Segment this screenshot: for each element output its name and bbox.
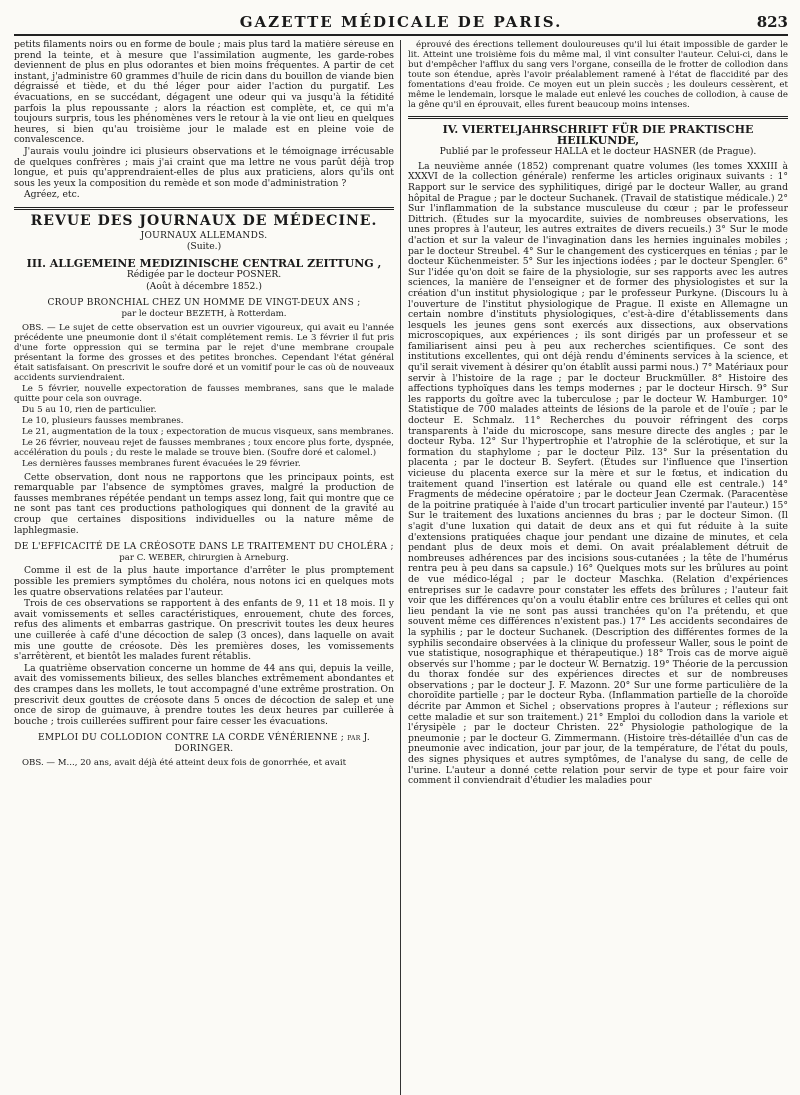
section-title-iv	[408, 125, 788, 146]
obs-paragraph: OBS. — Le sujet de cette observation est un ouvrier vigoureux, qui avait eu l'année précédente une pneumonie dont il s'était complétement remis. Le 3 février il fut pris d'une forte oppression qui se termina par le rejet d'une membrane croupale présentant la forme des grosses et des petites bronches. Cependant l'état général était satisfaisant. On prescrivit le soufre doré et un vomitif pour le cas où de nouveaux accidents surviendraient.	[14, 322, 394, 383]
section-title-iv-line1: IV. VIERTELJAHRSCHRIFT FÜR DIE PRAKTISCHE	[442, 123, 754, 136]
section-editor: Rédigée par le docteur POSNER.	[126, 269, 282, 281]
article-heading-croup	[14, 298, 394, 319]
review-subtitle: JOURNAUX ALLEMANDS.	[140, 230, 268, 241]
journal-title: GAZETTE MÉDICALE DE PARIS.	[239, 13, 563, 31]
obs-paragraph: Le 10, plusieurs fausses membranes.	[22, 415, 184, 426]
section-divider	[408, 116, 788, 119]
obs-paragraph: Le 5 février, nouvelle expectoration de fausses membranes, sans que le malade quitte pour cela son ouvrage.	[14, 383, 394, 404]
intro-paragraph-2: J'aurais voulu joindre ici plusieurs observations et le témoignage irrécusable de quelques confrères ; mais j'ai craint que ma lettre ne vous parût déjà trop longue, et puis qu'apprendraient-elles de plus aux praticiens, alors qu'ils ont sous les yeux la composition du remède et son mode d'administration ?	[14, 145, 394, 189]
article-heading-croup-author: par le docteur BEZETH, à Rotterdam.	[121, 309, 287, 320]
articles-list-paragraph: La neuvième année (1852) comprenant quatre volumes (les tomes XXXIII à XXXVI de la collection générale) renferme les articles originaux suivants : 1° Rapport sur le service des syphilitiques, dirigé par le docteur Waller, au grand hôpital de Prague ; par le docteur Suchanek. (Travail de statistique médicale.) 2° Sur l'inflammation de la substance musculeuse du cœur ; par le professeur Dittrich. (Études sur la myocardite, suivies de nombreuses observations, les unes propres à l'auteur, les autres extraites de divers recueils.) 3° Sur le mode d'action et sur la valeur de l'invagination dans les hernies inguinales mobiles ; par le docteur Streubel. 4° Sur le changement des cysticerques en ténias ; par le docteur Küchenmeister. 5° Sur les injections iodées ; par le docteur Spengler. 6° Sur l'idée qu'on doit se faire de la physiologie, sur ses rapports avec les autres sciences, la manière de l'enseigner et de former des physiologistes et sur la création d'un institut physiologique ; par le professeur Purkyne. (Discours lu à l'ouverture de l'institut physiologique de Prague. Il existe en Allemagne un certain nombre d'instituts physiologiques, c'est-à-dire d'établissements dans lesquels les jeunes gens sont exercés aux dissections, aux observations microscopiques, aux expériences ; ils sont dirigés par un professeur et se familiarisent ainsi peu à peu aux recherches scientifiques. Ce sont des institutions excellentes, qui ont déjà rendu d'éminents services à la science, et qu'il serait vivement à désirer qu'on établît aussi parmi nous.) 7° Matériaux pour servir à l'histoire de la rage ; par le docteur Bruckmüller. 8° Histoire des affections typhoïques dans les temps modernes ; par le docteur Hirsch. 9° Sur les rapports du goître avec la tuberculose ; par le docteur W. Hamburger. 10° Statistique de 700 malades atteints de lésions de la parole et de l'ouïe ; par le docteur E. Schmalz. 11° Recherches du pouvoir réfringent des corps transparents à l'aide du microscope, sans mesure directe des angles ; par le docteur Ryba. 12° Sur l'hypertrophie et l'atrophie de la sclérotique, et sur la formation du staphylome ; par le docteur Pilz. 13° Sur la présentation du placenta ; par le docteur B. Seyfert. (Études sur l'influence que l'insertion vicieuse du placenta exerce sur la mère et sur le fœtus, et indication du traitement quand l'insertion est latérale ou quand elle est centrale.) 14° Fragments de médecine opératoire ; par le docteur Jean Czermak. (Paracentèse de la poitrine pratiquée à l'aide d'un trocart particulier inventé par l'auteur.) 15° Sur le traitement des luxations anciennes du bras ; par le docteur Simon. (Il s'agit d'une luxation qui datait de deux ans et qui fut réduite à la suite d'extensions pratiquées chaque jour pendant une dizaine de minutes, et cela pendant plus de deux mois et demi. On avait préalablement détruit de nombreuses adhérences par des incisions sous-cutanées ; la tête de l'humérus rentra peu à peu dans sa capsule.) 16° Quelques mots sur les brûlures au point de vue médico-légal ; par le docteur Maschka. (Relation d'expériences entreprises sur le cadavre pour constater les effets des brûlures ; l'auteur fait voir que les différences qu'on a voulu établir entre ces brûlures et celles qui ont lieu pendant la vie ne sont pas aussi tranchées qu'on l'a prétendu, et que souvent même ces différences n'existent pas.) 17° Les accidents secondaires de la syphilis ; par le docteur Suchanek. (Description des différentes formes de la syphilis secondaire observées à la clinique du professeur Waller, sous le point de vue statistique, nosographique et thérapeutique.) 18° Trois cas de morve aiguë observés sur l'homme ; par le docteur W. Bernatzig. 19° Théorie de la percussion du thorax fondée sur des expériences directes et sur de nombreuses observations ; par le docteur J. F. Mazonn. 20° Sur une forme particulière de la choroïdite partielle ; par le docteur Ryba. (Inflammation partielle de la choroïde décrite par Ammon et Sichel ; observations propres à l'auteur ; réflexions sur cette maladie et sur son traitement.) 21° Emploi du collodion dans la variole et l'érysipèle ; par le docteur Christen. 22° Physiologie pathologique de la pneumonie ; par le docteur G. Zimmermann. (Histoire très-détaillée d'un cas de pneumonie avec indication, jour par jour, de la température, de l'état du pouls, des signes physiques et autres symptômes, de l'analyse du sang, de celle de l'urine. L'auteur a donné cette relation pour servir de type et pour faire voir comment il conviendrait d'étudier les maladies pour	[407, 160, 788, 787]
article-heading-collodion-title: EMPLOI DU COLLODION CONTRE LA CORDE VÉNÉRIENNE ; par J. DORINGER.	[37, 733, 371, 754]
page-number: 823	[756, 13, 788, 31]
creosote-paragraph: Comme il est de la plus haute importance d'arrêter le plus promptement possible les premiers symptômes du choléra, nous notons ici en quelques mots les quatre observations relatées par l'auteur.	[14, 565, 394, 598]
obs-paragraph: Le 26 février, nouveau rejet de fausses membranes ; toux encore plus forte, dyspnée, accélération du pouls ; du reste le malade se trouve bien. (Soufre doré et calomel.)	[14, 437, 394, 458]
continuation-paragraph: éprouvé des érections tellement douloureuses qu'il lui était impossible de garder le lit. Atteint une troisième fois du même mal, il vint consulter l'auteur. Celui-ci, dans le but d'empêcher l'afflux du sang vers l'organe, conseilla de le frotter de collodion dans toute son étendue, après l'avoir préalablement ramené à l'état de flaccidité par des fomentations d'eau froide. Ce moyen eut un plein succès ; les douleurs cessèrent, et même le lendemain, lorsque le malade eut enlevé les couches de collodion, à cause de la gêne qu'il en éprouvait, elles furent beaucoup moins intenses.	[407, 40, 788, 110]
right-column	[401, 40, 788, 1095]
article-heading-collodion	[14, 733, 394, 754]
obs-paragraph: Du 5 au 10, rien de particulier.	[22, 404, 157, 415]
obs-paragraph: OBS. — M..., 20 ans, avait déjà été atteint deux fois de gonorrhée, et avait	[22, 757, 347, 768]
obs-paragraph: Le 21, augmentation de la toux ; expectoration de mucus visqueux, sans membranes.	[22, 426, 394, 437]
observation-croup	[14, 323, 394, 469]
section-title-iv-line2: HEILKUNDE,	[556, 133, 640, 147]
article-heading-croup-title: CROUP BRONCHIAL CHEZ UN HOMME DE VINGT-DEUX ANS ;	[47, 298, 361, 309]
section-editors: Publié par le professeur HALLA et le docteur HASNER (de Prague).	[439, 146, 757, 158]
closing-line: Agréez, etc.	[24, 189, 80, 201]
review-title: REVUE DES JOURNAUX DE MÉDECINE.	[30, 212, 378, 229]
article-comment-croup: Cette observation, dont nous ne rapportons que les principaux points, est remarquable par l'absence de symptômes graves, malgré la production de fausses membranes répétée pendant un temps assez long, fait qui montre que ce ne sont pas tant ces productions pathologiques qui donnent de la gravité au croup que certaines dispositions individuelles ou la nature même de laphlegmasie.	[14, 471, 394, 536]
creosote-paragraph: Trois de ces observations se rapportent à des enfants de 9, 11 et 18 mois. Il y avait vomissements et selles caractéristiques, enrouement, chute des forces, refus des aliments et embarras gastrique. On prescrivit toutes les deux heures une cuillerée à café d'une décoction de salep (3 onces), dans laquelle on avait mis une goutte de créosote. Dès les premières doses, les vomissements s'arrêtèrent, et bientôt les malades furent rétablis.	[14, 598, 394, 663]
section-divider	[14, 207, 394, 210]
article-heading-creosote-title: DE L'EFFICACITÉ DE LA CRÉOSOTE DANS LE TRAITEMENT DU CHOLÉRA ;	[14, 542, 394, 553]
observation-collodion-continued	[408, 40, 788, 110]
observation-collodion	[14, 758, 394, 768]
creosote-paragraph: La quatrième observation concerne un homme de 44 ans qui, depuis la veille, avait des vomissements bilieux, des selles blanches extrêmement abondantes et des crampes dans les mollets, le tout accompagné d'une extrême prostration. On prescrivit deux gouttes de créosote dans 5 onces de décoction de salep et une once de sirop de guimauve, à prendre toutes les deux heures par cuillerée à bouche ; trois cuillerées suffirent pour faire cesser les évacuations.	[14, 662, 394, 727]
columns	[14, 40, 788, 1095]
intro-paragraph-1: petits filaments noirs ou en forme de boule ; mais plus tard la matière séreuse en prend la teinte, et à mesure que l'assimilation augmente, les garde-robes deviennent de plus en plus odorantes et bien moins fréquentes. A partir de cet instant, j'administre 60 grammes d'huile de ricin dans du bouillon de viande bien dégraissé et tiède, et du thé léger pour aider l'action du purgatif. Les évacuations, en se succédant, dégagent une odeur qui va jusqu'à la fétidité parfois la plus repoussante ; alors la réaction est complète, et, ce qui m'a toujours surpris, tous les phénomènes vers le retour à la vie ont lieu en quelques heures, si bien qu'au troisième jour le malade est en pleine voie de convalescence.	[14, 40, 394, 146]
section-dates: (Août à décembre 1852.)	[146, 280, 262, 292]
suite-label: (Suite.)	[186, 241, 222, 253]
section-title-iii: III. ALLGEMEINE MEDIZINISCHE CENTRAL ZEITTUNG ,	[26, 256, 382, 270]
running-head	[14, 10, 788, 36]
obs-paragraph: Les dernières fausses membranes furent évacuées le 29 février.	[22, 458, 301, 469]
left-column	[14, 40, 400, 1095]
article-heading-creosote	[14, 542, 394, 563]
article-heading-creosote-author: par C. WEBER, chirurgien à Arneburg.	[119, 552, 289, 563]
